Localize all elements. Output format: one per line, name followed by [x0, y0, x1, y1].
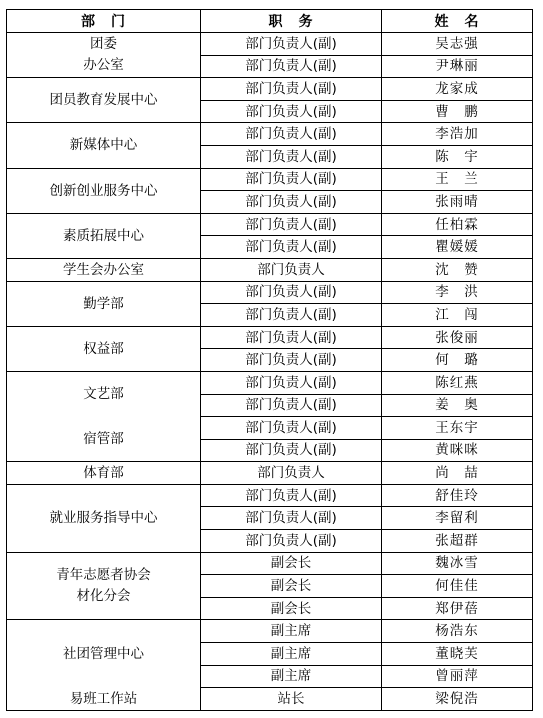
position-cell: 副会长: [201, 552, 382, 575]
position-cell: 副主席: [201, 620, 382, 643]
table-row: [7, 688, 533, 711]
department-cell: 易班工作站: [7, 688, 201, 711]
name-cell: 杨浩东: [382, 620, 533, 643]
name-cell: 陈红燕: [382, 371, 533, 394]
name-cell: 魏冰雪: [382, 552, 533, 575]
position-cell: 副主席: [201, 665, 382, 688]
department-cell: 勤学部: [7, 281, 201, 326]
position-cell: 部门负责人(副): [201, 168, 382, 191]
position-cell: 部门负责人: [201, 258, 382, 281]
position-cell: 副主席: [201, 643, 382, 666]
department-cell: 新媒体中心: [7, 123, 201, 168]
name-cell: 董晓芙: [382, 643, 533, 666]
officer-table: [6, 9, 533, 711]
name-cell: 尹琳丽: [382, 55, 533, 78]
name-cell: 曾丽萍: [382, 665, 533, 688]
name-cell: 李 洪: [382, 281, 533, 304]
name-cell: 沈 赞: [382, 258, 533, 281]
table-row: [7, 258, 533, 281]
position-cell: 部门负责人(副): [201, 304, 382, 327]
department-cell: 体育部: [7, 462, 201, 485]
name-cell: 吴志强: [382, 33, 533, 56]
name-cell: 何 璐: [382, 349, 533, 372]
name-cell: 张俊丽: [382, 326, 533, 349]
name-cell: 曹 鹏: [382, 100, 533, 123]
department-cell: 团员教育发展中心: [7, 78, 201, 123]
position-cell: 部门负责人(副): [201, 484, 382, 507]
name-cell: 张雨晴: [382, 191, 533, 214]
table-row: [7, 371, 533, 394]
position-cell: 部门负责人(副): [201, 349, 382, 372]
name-cell: 舒佳玲: [382, 484, 533, 507]
table-row: [7, 462, 533, 485]
table-row: [7, 213, 533, 236]
table-row: [7, 78, 533, 101]
table-row: [7, 168, 533, 191]
table-row: [7, 417, 533, 440]
position-cell: 部门负责人(副): [201, 530, 382, 553]
position-cell: 副会长: [201, 597, 382, 620]
position-cell: 部门负责人(副): [201, 100, 382, 123]
department-cell: 素质拓展中心: [7, 213, 201, 258]
department-cell: 文艺部: [7, 371, 201, 416]
name-cell: 龙家成: [382, 78, 533, 101]
table-row: [7, 123, 533, 146]
name-cell: 陈 宇: [382, 145, 533, 168]
position-cell: 部门负责人: [201, 462, 382, 485]
department-cell: 团委 办公室: [7, 33, 201, 78]
table-row: [7, 33, 533, 56]
position-cell: 部门负责人(副): [201, 213, 382, 236]
department-cell: 社团管理中心: [7, 620, 201, 688]
name-cell: 黄咪咪: [382, 439, 533, 462]
position-cell: 部门负责人(副): [201, 371, 382, 394]
name-cell: 江 闯: [382, 304, 533, 327]
department-cell: 就业服务指导中心: [7, 484, 201, 552]
name-cell: 梁倪浩: [382, 688, 533, 711]
department-cell: 权益部: [7, 326, 201, 371]
position-cell: 站长: [201, 688, 382, 711]
name-cell: 王东宇: [382, 417, 533, 440]
department-cell: 青年志愿者协会 材化分会: [7, 552, 201, 620]
name-cell: 王 兰: [382, 168, 533, 191]
position-cell: 部门负责人(副): [201, 507, 382, 530]
name-cell: 瞿媛媛: [382, 236, 533, 259]
name-cell: 任柏霖: [382, 213, 533, 236]
name-cell: 尚 喆: [382, 462, 533, 485]
position-cell: 部门负责人(副): [201, 33, 382, 56]
header-position: 职 务: [201, 10, 382, 33]
name-cell: 姜 奥: [382, 394, 533, 417]
position-cell: 部门负责人(副): [201, 191, 382, 214]
position-cell: 部门负责人(副): [201, 394, 382, 417]
table-row: [7, 620, 533, 643]
department-cell: 宿管部: [7, 417, 201, 462]
table-row: [7, 281, 533, 304]
name-cell: 李留利: [382, 507, 533, 530]
table-row: [7, 326, 533, 349]
position-cell: 部门负责人(副): [201, 281, 382, 304]
header-row: [7, 10, 533, 33]
name-cell: 张超群: [382, 530, 533, 553]
position-cell: 部门负责人(副): [201, 145, 382, 168]
position-cell: 部门负责人(副): [201, 236, 382, 259]
position-cell: 部门负责人(副): [201, 326, 382, 349]
name-cell: 李浩加: [382, 123, 533, 146]
name-cell: 郑伊蓓: [382, 597, 533, 620]
header-name: 姓 名: [382, 10, 533, 33]
name-cell: 何佳佳: [382, 575, 533, 598]
position-cell: 部门负责人(副): [201, 78, 382, 101]
position-cell: 部门负责人(副): [201, 439, 382, 462]
position-cell: 部门负责人(副): [201, 55, 382, 78]
header-department: 部 门: [7, 10, 201, 33]
position-cell: 部门负责人(副): [201, 417, 382, 440]
department-cell: 创新创业服务中心: [7, 168, 201, 213]
table-row: [7, 552, 533, 575]
position-cell: 部门负责人(副): [201, 123, 382, 146]
department-cell: 学生会办公室: [7, 258, 201, 281]
position-cell: 副会长: [201, 575, 382, 598]
table-row: [7, 484, 533, 507]
